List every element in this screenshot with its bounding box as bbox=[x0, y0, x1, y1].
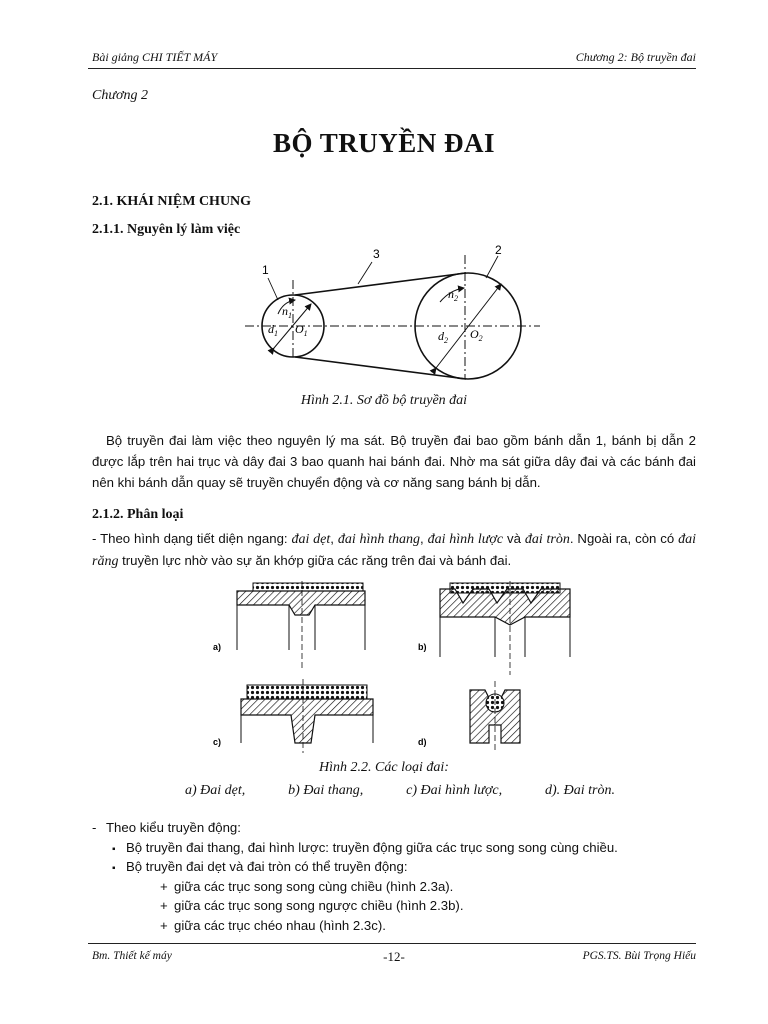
page-number: -12- bbox=[383, 949, 405, 964]
belt-drive-diagram bbox=[240, 240, 560, 380]
list-item-text: Bộ truyền đai dẹt và đai tròn có thể truyền động: bbox=[126, 859, 408, 874]
text-run: và bbox=[503, 531, 525, 546]
list-item-text: giữa các trục song song cùng chiều (hình 2.3a). bbox=[174, 878, 454, 894]
figure-caption: Hình 2.1. Sơ đồ bộ truyền đai bbox=[300, 393, 468, 408]
page-footer bbox=[92, 950, 696, 966]
label-d2: d bbox=[438, 329, 444, 343]
label-a: a) bbox=[213, 642, 222, 652]
list-item bbox=[92, 857, 696, 877]
text-run: truyền lực nhờ vào sự ăn khớp giữa các răng trên đai và bánh đai. bbox=[118, 553, 512, 568]
svg-text:O1 bbox=[295, 322, 308, 338]
text-run: . Ngoài ra, còn có bbox=[569, 531, 679, 546]
plus-icon: + bbox=[160, 898, 168, 913]
belt-type: a) Đai dẹt, bbox=[185, 783, 246, 798]
page-header bbox=[92, 50, 696, 66]
list-item bbox=[92, 838, 696, 858]
belt-line bbox=[295, 273, 466, 295]
label-c: c) bbox=[213, 737, 222, 747]
text-run: , bbox=[330, 531, 338, 546]
v-belt-section bbox=[418, 581, 570, 675]
header-rule bbox=[88, 68, 696, 69]
chapter-label: Chương 2 bbox=[92, 88, 148, 103]
footer-rule bbox=[88, 943, 696, 944]
header-right: Chương 2: Bộ truyền đai bbox=[575, 50, 696, 64]
term: đai hình thang bbox=[337, 532, 420, 547]
label-n1-sub: 1 bbox=[288, 311, 292, 320]
label-o1-sub: 1 bbox=[303, 329, 308, 338]
header-left: Bài giảng CHI TIẾT MÁY bbox=[92, 50, 218, 64]
figure-caption: Hình 2.2. Các loại đai: bbox=[319, 760, 449, 775]
list-item-text: giữa các trục song song ngược chiều (hình 2.3b). bbox=[174, 898, 464, 913]
label-d1: d bbox=[268, 322, 274, 336]
belt-type: c) Đai hình lược, bbox=[406, 783, 503, 798]
section-heading: 2.1. KHÁI NIỆM CHUNG bbox=[92, 194, 252, 209]
svg-text:O2 bbox=[470, 327, 483, 343]
label-n1: n bbox=[282, 304, 288, 318]
label-part-2: 2 bbox=[495, 243, 502, 257]
label-part-3: 3 bbox=[373, 247, 380, 261]
plus-icon: + bbox=[160, 878, 168, 894]
label-n2-sub: 2 bbox=[454, 294, 458, 303]
belt-type-list bbox=[185, 783, 615, 799]
drive-type-list bbox=[92, 818, 696, 935]
label-part-1: 1 bbox=[262, 263, 269, 277]
bullet-icon: ▪ bbox=[112, 843, 116, 855]
label-d: d) bbox=[418, 737, 427, 747]
text-run: - Theo hình dạng tiết diện ngang: bbox=[92, 531, 292, 546]
round-belt-section bbox=[418, 681, 520, 753]
footer-left: Bm. Thiết kế máy bbox=[92, 950, 172, 962]
text-run: , bbox=[420, 531, 428, 546]
list-item-text: giữa các trục chéo nhau (hình 2.3c). bbox=[174, 917, 386, 933]
ribbed-belt-section bbox=[213, 679, 373, 753]
label-o2-sub: 2 bbox=[478, 334, 483, 343]
subsection-heading: 2.1.2. Phân loại bbox=[92, 507, 184, 522]
list-sub-item bbox=[92, 896, 696, 916]
flat-belt-section bbox=[213, 581, 365, 670]
paragraph bbox=[92, 528, 696, 572]
paragraph: Bộ truyền đai làm việc theo nguyên lý ma sát. Bộ truyền đai bao gồm bánh dẫn 1, bánh bị dẫn 2 được lắp trên hai trục và dây đai 3 bao quanh hai bánh đai. Nhờ ma sát giữa dây đai và các bánh đai nên khi bánh dẫn quay sẽ truyền chuyển động và cơ năng sang bánh bị dẫn. bbox=[92, 433, 696, 490]
list-marker: - bbox=[92, 820, 97, 835]
belt-types-figure bbox=[205, 575, 585, 755]
term: đai dẹt bbox=[291, 532, 331, 547]
page-title: BỘ TRUYỀN ĐAI bbox=[272, 128, 496, 158]
label-b: b) bbox=[418, 642, 427, 652]
list-heading-text: Theo kiểu truyền động: bbox=[106, 820, 241, 835]
list-heading bbox=[92, 818, 696, 838]
list-item-text: Bộ truyền đai thang, đai hình lược: truyền động giữa các trục song song cùng chiều. bbox=[126, 839, 618, 855]
label-d1-sub: 1 bbox=[274, 329, 278, 338]
term: đai tròn bbox=[524, 532, 570, 547]
term: đai răng bbox=[92, 532, 697, 569]
label-d2-sub: 2 bbox=[444, 336, 448, 345]
svg-text:d2 bbox=[438, 329, 448, 345]
term: đai hình lược bbox=[427, 532, 504, 547]
subsection-heading: 2.1.1. Nguyên lý làm việc bbox=[92, 222, 241, 237]
belt-type: d). Đai tròn. bbox=[544, 783, 615, 798]
footer-right: PGS.TS. Bùi Trọng Hiếu bbox=[582, 950, 696, 962]
svg-text:n1 bbox=[282, 304, 292, 320]
list-sub-item bbox=[92, 877, 696, 897]
label-o1: O bbox=[295, 322, 304, 336]
bullet-icon: ▪ bbox=[112, 863, 116, 874]
svg-text:d1 bbox=[268, 322, 278, 338]
label-n2: n bbox=[448, 287, 454, 301]
belt-type: b) Đai thang, bbox=[288, 783, 364, 798]
list-sub-item bbox=[92, 916, 696, 936]
belt-line bbox=[295, 357, 466, 379]
label-o2: O bbox=[470, 327, 479, 341]
plus-icon: + bbox=[160, 917, 168, 933]
